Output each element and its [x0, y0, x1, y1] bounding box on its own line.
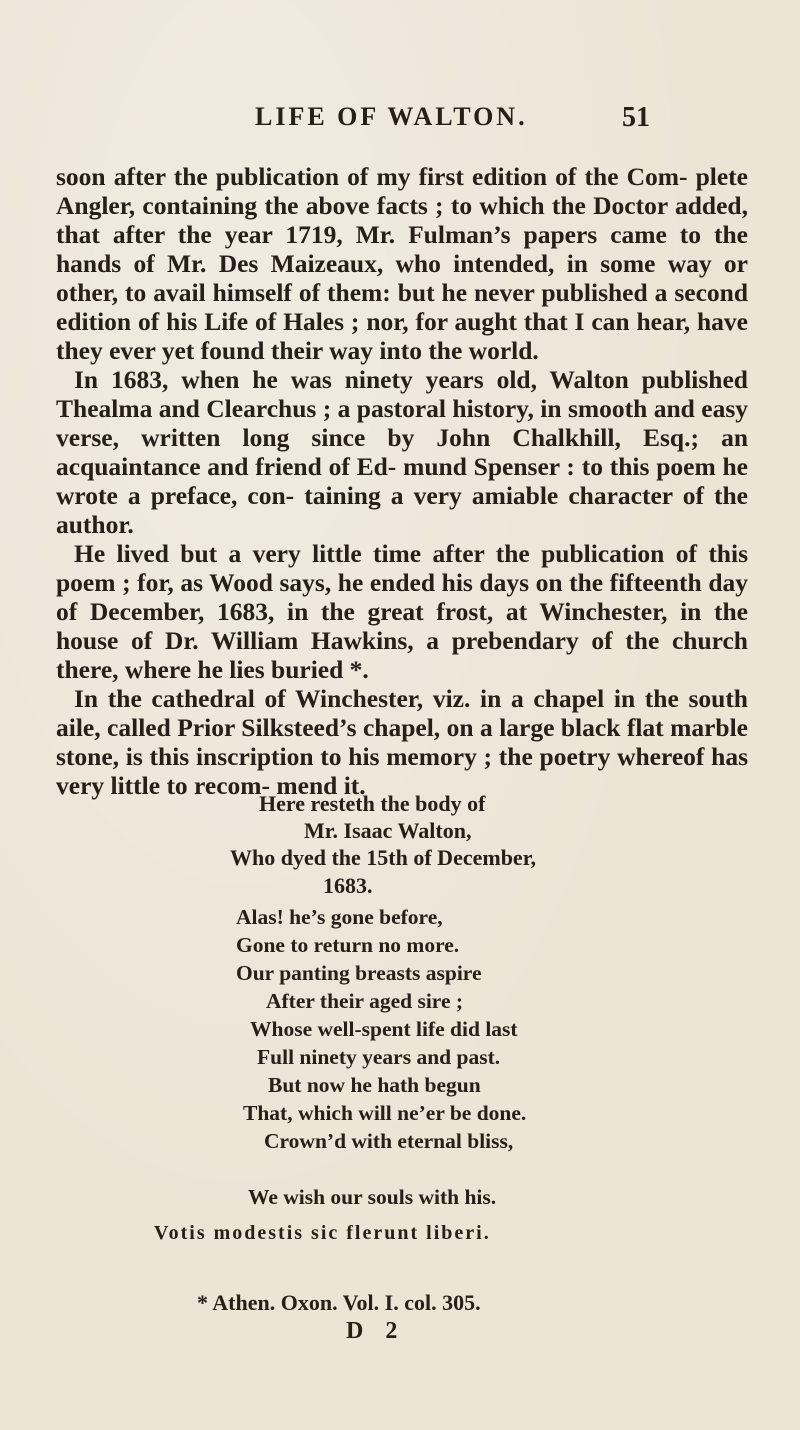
verse-line: We wish our souls with his.: [248, 1185, 497, 1209]
epitaph-line-3: Who dyed the 15th of December,: [230, 845, 536, 870]
verse-line: Whose well-spent life did last: [250, 1017, 518, 1041]
body-text: [56, 162, 748, 800]
paragraph-walton-fulman: soon after the publication of my first edition of the Com- plete Angler, containing the above facts ; to which the Doctor added, that after the year 1719, Mr. Fulman’s papers came to the hands of Mr. Des Maizeaux, who intended, in some way or other, to avail himself of them: but he never published a second edition of his Life of Hales ; nor, for aught that I can hear, have they ever yet found their way into the world.: [56, 162, 748, 365]
verse-line: Alas! he’s gone before,: [236, 905, 443, 929]
epitaph-line-2: Mr. Isaac Walton,: [304, 818, 472, 843]
verse-line: Full ninety years and past.: [257, 1045, 501, 1069]
verse-line: That, which will ne’er be done.: [243, 1101, 527, 1125]
verse-line: Crown’d with eternal bliss,: [264, 1129, 514, 1153]
paragraph-thealma: In 1683, when he was ninety years old, Walton published Thealma and Clearchus ; a pastoral history, in smooth and easy verse, written long since by John Chalkhill, Esq.; an acquaintance and friend of Ed- mund Spenser : to this poem he wrote a preface, con- taining a very amiable character of the author.: [56, 365, 748, 539]
verse-line: But now he hath begun: [268, 1073, 481, 1097]
signature-mark: D 2: [346, 1318, 406, 1344]
verse-line: Our panting breasts aspire: [236, 961, 482, 985]
paragraph-death: He lived but a very little time after the publication of this poem ; for, as Wood says, he ended his days on the fifteenth day of December, 1683, in the great frost, at Winchester, in the house of Dr. William Hawkins, a prebendary of the church there, where he lies buried *.: [56, 539, 748, 684]
page-number: 51: [622, 102, 650, 133]
verse-line: Gone to return no more.: [236, 933, 460, 957]
verse-line: After their aged sire ;: [266, 989, 464, 1013]
running-title: LIFE OF WALTON.: [255, 102, 528, 131]
epitaph-line-4: 1683.: [323, 873, 373, 898]
epitaph-line-1: Here resteth the body of: [259, 791, 486, 816]
paragraph-inscription: In the cathedral of Winchester, viz. in a chapel in the south aile, called Prior Silksteed’s chapel, on a large black flat marble stone, is this inscription to his memory ; the poetry whereof has very little to recom- mend it.: [56, 684, 748, 800]
footnote: * Athen. Oxon. Vol. I. col. 305.: [197, 1290, 481, 1315]
page-header: [0, 102, 800, 142]
latin-motto: Votis modestis sic flerunt liberi.: [154, 1222, 491, 1244]
